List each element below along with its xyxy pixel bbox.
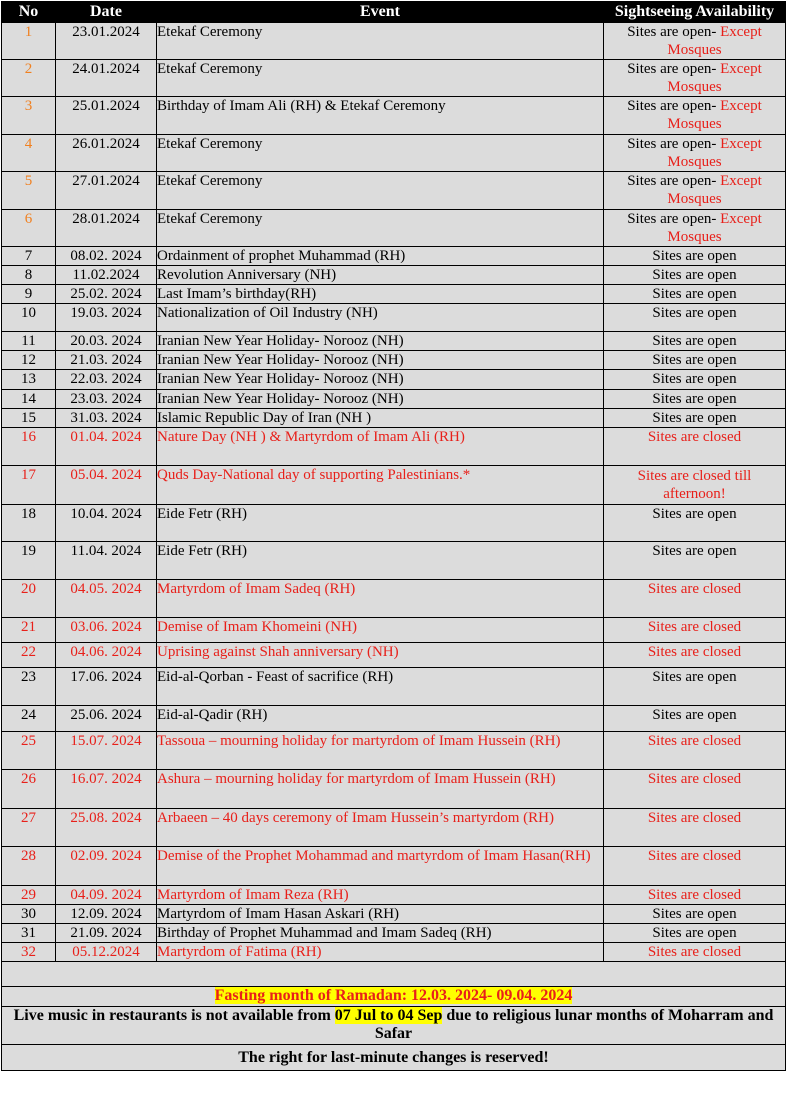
row-event: Nature Day (NH ) & Martyrdom of Imam Ali (RH) [157,428,604,466]
row-date: 11.02.2024 [56,266,157,285]
row-event: Etekaf Ceremony [157,60,604,97]
music-note-suffix: due to religious lunar months of Moharram and Safar [374,1007,774,1042]
row-event: Arbaeen – 40 days ceremony of Imam Hussein’s martyrdom (RH) [157,809,604,847]
row-number: 18 [2,505,56,542]
row-sightseeing [604,97,786,135]
header-no: No [2,2,56,23]
row-event: Eid-al-Qorban - Feast of sacrifice (RH) [157,668,604,706]
row-sightseeing: Sites are closed [604,770,786,809]
row-sightseeing: Sites are closed [604,732,786,770]
row-number: 10 [2,304,56,332]
row-date: 04.05. 2024 [56,580,157,618]
row-date: 04.09. 2024 [56,886,157,905]
sight-exception-text: Except Mosques [667,173,762,207]
row-event: Eide Fetr (RH) [157,542,604,580]
sight-exception-text: Except Mosques [667,136,762,170]
row-number: 27 [2,809,56,847]
sight-exception-text: Except Mosques [667,24,762,58]
row-date: 23.03. 2024 [56,390,157,409]
row-sightseeing [604,60,786,97]
row-event: Last Imam’s birthday(RH) [157,285,604,304]
row-sightseeing: Sites are closed [604,809,786,847]
row-sightseeing [604,210,786,247]
row-date: 25.08. 2024 [56,809,157,847]
row-event: Ashura – mourning holiday for martyrdom of Imam Hussein (RH) [157,770,604,809]
row-sightseeing: Sites are open [604,924,786,943]
row-number: 1 [2,23,56,60]
table-row [2,505,786,542]
row-event: Ordainment of prophet Muhammad (RH) [157,247,604,266]
row-number: 2 [2,60,56,97]
row-date: 01.04. 2024 [56,428,157,466]
table-row [2,370,786,390]
table-row [2,580,786,618]
row-number: 25 [2,732,56,770]
row-date: 02.09. 2024 [56,847,157,886]
table-row [2,466,786,505]
row-sightseeing: Sites are closed [604,428,786,466]
sight-open-text: Sites are open- [627,61,721,77]
blank-row [2,962,786,987]
row-event: Etekaf Ceremony [157,23,604,60]
sight-exception-text: Except Mosques [667,61,762,95]
header-sightseeing: Sightseeing Availability [604,2,786,23]
row-date: 19.03. 2024 [56,304,157,332]
table-header-row [2,2,786,23]
row-number: 6 [2,210,56,247]
row-date: 04.06. 2024 [56,643,157,668]
row-sightseeing: Sites are closed [604,886,786,905]
row-sightseeing: Sites are open [604,409,786,428]
table-row [2,732,786,770]
row-date: 26.01.2024 [56,135,157,172]
row-sightseeing: Sites are closed till afternoon! [604,466,786,505]
row-event: Martyrdom of Fatima (RH) [157,943,604,962]
table-row [2,210,786,247]
row-number: 14 [2,390,56,409]
row-sightseeing: Sites are open [604,304,786,332]
row-number: 19 [2,542,56,580]
header-date: Date [56,2,157,23]
sight-open-text: Sites are open- [627,24,721,40]
row-event: Eide Fetr (RH) [157,505,604,542]
table-row [2,905,786,924]
row-number: 5 [2,172,56,210]
row-date: 20.03. 2024 [56,332,157,351]
table-row [2,390,786,409]
table-row [2,351,786,370]
row-event: Iranian New Year Holiday- Norooz (NH) [157,332,604,351]
table-row [2,542,786,580]
table-body [2,23,786,962]
music-note-dates: 07 Jul to 04 Sep [334,1007,443,1024]
row-sightseeing: Sites are open [604,905,786,924]
row-sightseeing: Sites are open [604,706,786,732]
row-event: Etekaf Ceremony [157,172,604,210]
row-number: 20 [2,580,56,618]
table-row [2,135,786,172]
table-row [2,304,786,332]
row-date: 28.01.2024 [56,210,157,247]
row-date: 25.02. 2024 [56,285,157,304]
row-event: Iranian New Year Holiday- Norooz (NH) [157,370,604,390]
row-date: 23.01.2024 [56,23,157,60]
row-sightseeing: Sites are open [604,390,786,409]
row-number: 32 [2,943,56,962]
row-sightseeing [604,135,786,172]
row-date: 05.12.2024 [56,943,157,962]
row-event: Iranian New Year Holiday- Norooz (NH) [157,351,604,370]
row-sightseeing: Sites are closed [604,643,786,668]
table-row [2,266,786,285]
row-sightseeing: Sites are closed [604,847,786,886]
row-event: Iranian New Year Holiday- Norooz (NH) [157,390,604,409]
table-row [2,886,786,905]
row-number: 17 [2,466,56,505]
sight-open-text: Sites are open- [627,211,721,227]
row-number: 11 [2,332,56,351]
music-note-prefix: Live music in restaurants is not available from [13,1007,335,1024]
table-footer [2,962,786,1071]
row-date: 12.09. 2024 [56,905,157,924]
table-row [2,172,786,210]
row-number: 22 [2,643,56,668]
row-number: 13 [2,370,56,390]
row-sightseeing [604,23,786,60]
row-event: Nationalization of Oil Industry (NH) [157,304,604,332]
row-number: 29 [2,886,56,905]
row-date: 15.07. 2024 [56,732,157,770]
row-sightseeing: Sites are open [604,285,786,304]
row-event: Martyrdom of Imam Hasan Askari (RH) [157,905,604,924]
row-sightseeing: Sites are open [604,370,786,390]
rights-row [2,1045,786,1071]
header-event: Event [157,2,604,23]
sight-open-text: Sites are open- [627,173,721,189]
row-date: 21.03. 2024 [56,351,157,370]
table-row [2,924,786,943]
row-number: 3 [2,97,56,135]
row-date: 10.04. 2024 [56,505,157,542]
table-row [2,668,786,706]
row-event: Demise of the Prophet Mohammad and martyrdom of Imam Hasan(RH) [157,847,604,886]
table-row [2,809,786,847]
row-number: 30 [2,905,56,924]
row-event: Etekaf Ceremony [157,210,604,247]
row-number: 31 [2,924,56,943]
row-date: 22.03. 2024 [56,370,157,390]
row-number: 7 [2,247,56,266]
row-number: 12 [2,351,56,370]
row-date: 16.07. 2024 [56,770,157,809]
table-row [2,618,786,643]
sight-open-text: Sites are open- [627,98,721,114]
row-event: Islamic Republic Day of Iran (NH ) [157,409,604,428]
row-event: Etekaf Ceremony [157,135,604,172]
row-date: 17.06. 2024 [56,668,157,706]
table-row [2,409,786,428]
row-number: 4 [2,135,56,172]
row-number: 26 [2,770,56,809]
row-number: 16 [2,428,56,466]
row-event: Demise of Imam Khomeini (NH) [157,618,604,643]
table-row [2,332,786,351]
row-date: 25.01.2024 [56,97,157,135]
row-sightseeing: Sites are open [604,266,786,285]
ramadan-row [2,987,786,1007]
row-date: 08.02. 2024 [56,247,157,266]
row-date: 25.06. 2024 [56,706,157,732]
row-number: 15 [2,409,56,428]
row-sightseeing: Sites are open [604,668,786,706]
row-date: 31.03. 2024 [56,409,157,428]
holiday-table [1,1,786,1071]
row-sightseeing [604,172,786,210]
row-number: 8 [2,266,56,285]
row-sightseeing: Sites are open [604,332,786,351]
row-sightseeing: Sites are open [604,247,786,266]
row-event: Birthday of Prophet Muhammad and Imam Sadeq (RH) [157,924,604,943]
row-event: Quds Day-National day of supporting Palestinians.* [157,466,604,505]
row-sightseeing: Sites are open [604,542,786,580]
row-event: Martyrdom of Imam Sadeq (RH) [157,580,604,618]
table-row [2,643,786,668]
table-row [2,706,786,732]
rights-note: The right for last-minute changes is reserved! [238,1048,549,1066]
row-sightseeing: Sites are open [604,351,786,370]
row-event: Martyrdom of Imam Reza (RH) [157,886,604,905]
row-date: 24.01.2024 [56,60,157,97]
row-sightseeing: Sites are closed [604,943,786,962]
row-date: 03.06. 2024 [56,618,157,643]
row-event: Revolution Anniversary (NH) [157,266,604,285]
sight-exception-text: Except Mosques [667,211,762,245]
row-sightseeing: Sites are closed [604,618,786,643]
table-row [2,770,786,809]
row-event: Uprising against Shah anniversary (NH) [157,643,604,668]
row-date: 11.04. 2024 [56,542,157,580]
row-date: 27.01.2024 [56,172,157,210]
sight-open-text: Sites are open- [627,136,721,152]
row-event: Eid-al-Qadir (RH) [157,706,604,732]
ramadan-note: Fasting month of Ramadan: 12.03. 2024- 09.04. 2024 [214,987,573,1004]
row-event: Tassoua – mourning holiday for martyrdom of Imam Hussein (RH) [157,732,604,770]
table-row [2,247,786,266]
row-sightseeing: Sites are closed [604,580,786,618]
row-date: 21.09. 2024 [56,924,157,943]
music-row [2,1007,786,1045]
row-number: 28 [2,847,56,886]
table-row [2,847,786,886]
row-number: 24 [2,706,56,732]
table-row [2,943,786,962]
sight-exception-text: Except Mosques [667,98,762,132]
table-row [2,23,786,60]
table-row [2,97,786,135]
table-row [2,60,786,97]
table-row [2,285,786,304]
row-date: 05.04. 2024 [56,466,157,505]
row-number: 9 [2,285,56,304]
row-event: Birthday of Imam Ali (RH) & Etekaf Ceremony [157,97,604,135]
row-number: 23 [2,668,56,706]
table-row [2,428,786,466]
row-number: 21 [2,618,56,643]
row-sightseeing: Sites are open [604,505,786,542]
